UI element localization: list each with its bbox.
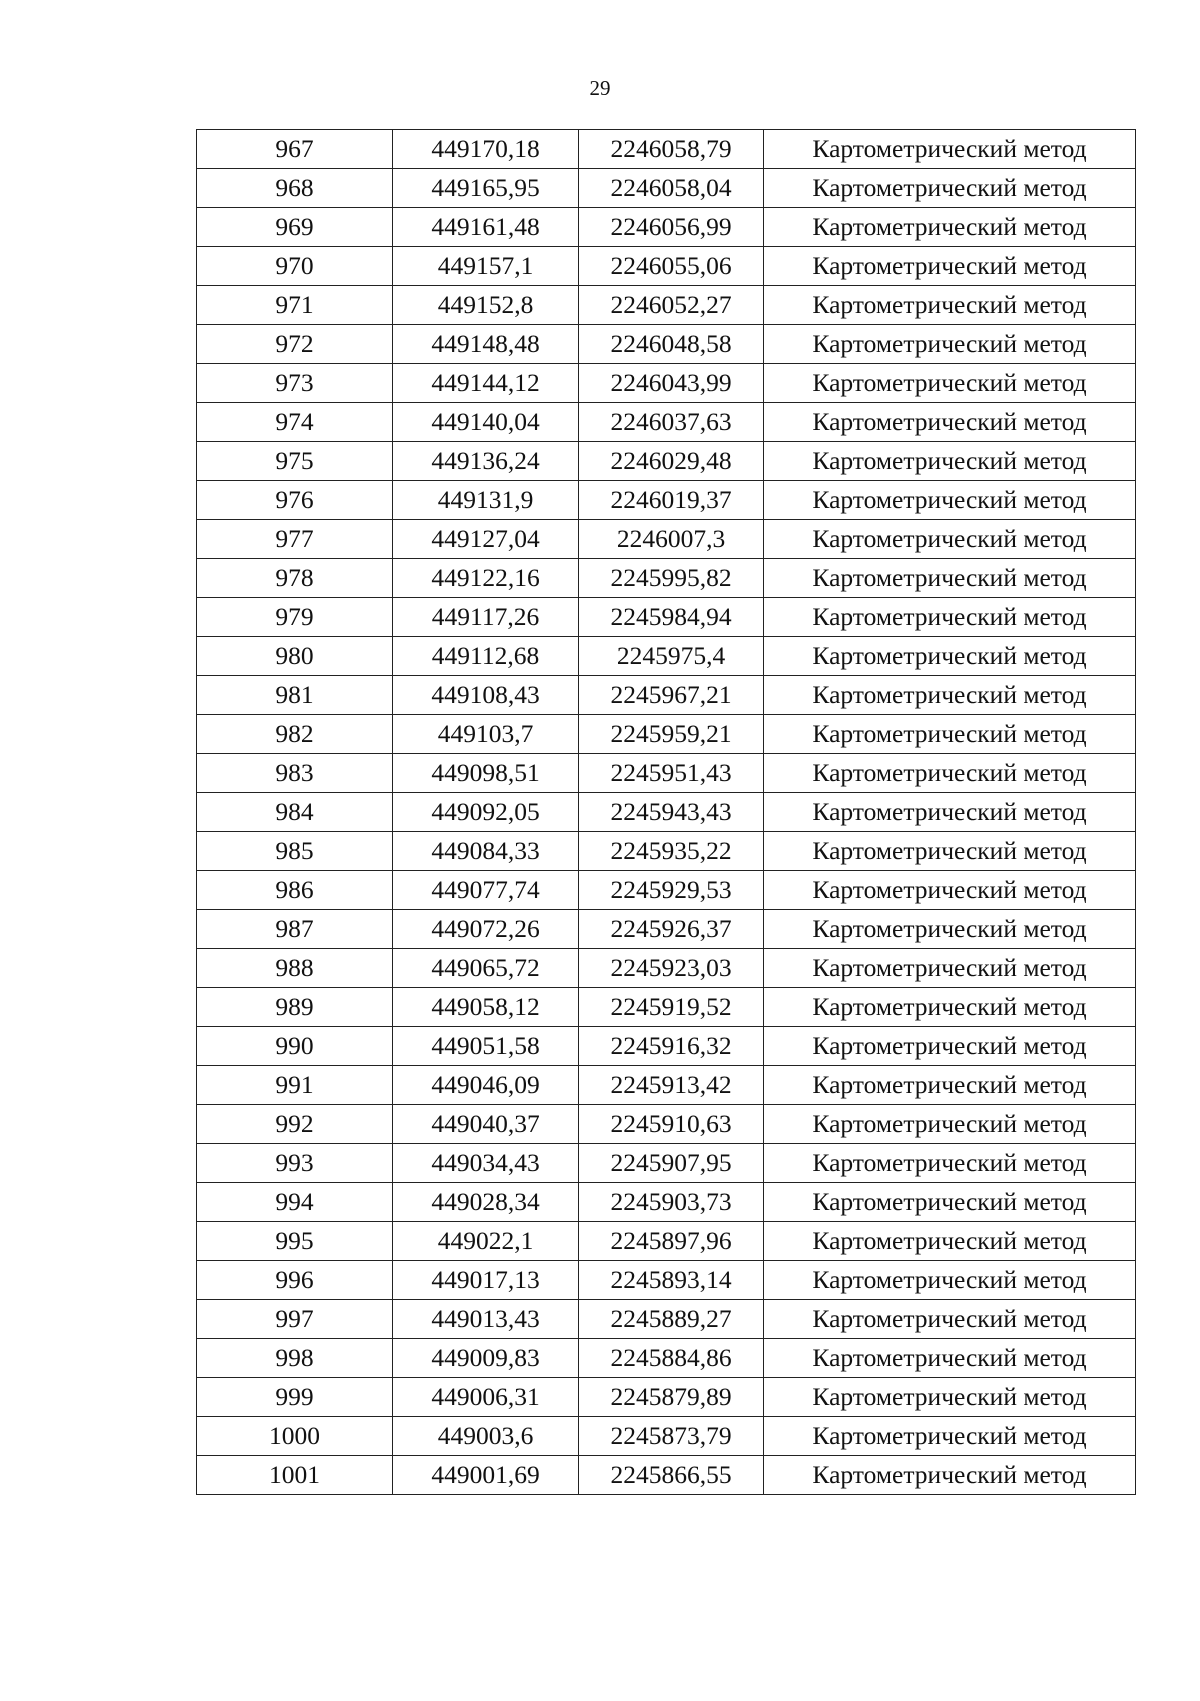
table-row [197, 988, 1136, 1027]
x-coordinate-cell: 449157,1 [393, 247, 579, 286]
y-coordinate-cell: 2245910,63 [579, 1105, 764, 1144]
table-row [197, 598, 1136, 637]
x-coordinate-cell: 449136,24 [393, 442, 579, 481]
method-cell: Картометрический метод [764, 325, 1136, 364]
x-coordinate-cell: 449165,95 [393, 169, 579, 208]
point-number-cell: 994 [197, 1183, 393, 1222]
y-coordinate-cell: 2246058,04 [579, 169, 764, 208]
method-cell: Картометрический метод [764, 169, 1136, 208]
table-row [197, 169, 1136, 208]
y-coordinate-cell: 2245889,27 [579, 1300, 764, 1339]
point-number-cell: 989 [197, 988, 393, 1027]
method-cell: Картометрический метод [764, 910, 1136, 949]
point-number-cell: 996 [197, 1261, 393, 1300]
point-number-cell: 995 [197, 1222, 393, 1261]
x-coordinate-cell: 449006,31 [393, 1378, 579, 1417]
method-cell: Картометрический метод [764, 1027, 1136, 1066]
method-cell: Картометрический метод [764, 1261, 1136, 1300]
y-coordinate-cell: 2246037,63 [579, 403, 764, 442]
y-coordinate-cell: 2245893,14 [579, 1261, 764, 1300]
point-number-cell: 968 [197, 169, 393, 208]
point-number-cell: 975 [197, 442, 393, 481]
y-coordinate-cell: 2245926,37 [579, 910, 764, 949]
point-number-cell: 997 [197, 1300, 393, 1339]
x-coordinate-cell: 449098,51 [393, 754, 579, 793]
method-cell: Картометрический метод [764, 247, 1136, 286]
x-coordinate-cell: 449127,04 [393, 520, 579, 559]
y-coordinate-cell: 2245959,21 [579, 715, 764, 754]
point-number-cell: 1000 [197, 1417, 393, 1456]
table-row [197, 559, 1136, 598]
table-row [197, 286, 1136, 325]
y-coordinate-cell: 2245916,32 [579, 1027, 764, 1066]
table-row [197, 1456, 1136, 1495]
method-cell: Картометрический метод [764, 1144, 1136, 1183]
y-coordinate-cell: 2245923,03 [579, 949, 764, 988]
method-cell: Картометрический метод [764, 988, 1136, 1027]
table-row [197, 364, 1136, 403]
x-coordinate-cell: 449152,8 [393, 286, 579, 325]
point-number-cell: 980 [197, 637, 393, 676]
method-cell: Картометрический метод [764, 832, 1136, 871]
point-number-cell: 992 [197, 1105, 393, 1144]
y-coordinate-cell: 2245913,42 [579, 1066, 764, 1105]
point-number-cell: 979 [197, 598, 393, 637]
point-number-cell: 971 [197, 286, 393, 325]
x-coordinate-cell: 449003,6 [393, 1417, 579, 1456]
y-coordinate-cell: 2245919,52 [579, 988, 764, 1027]
y-coordinate-cell: 2246058,79 [579, 130, 764, 169]
method-cell: Картометрический метод [764, 793, 1136, 832]
x-coordinate-cell: 449103,7 [393, 715, 579, 754]
x-coordinate-cell: 449040,37 [393, 1105, 579, 1144]
method-cell: Картометрический метод [764, 715, 1136, 754]
coordinates-table [196, 129, 1136, 1495]
point-number-cell: 969 [197, 208, 393, 247]
table-row [197, 1261, 1136, 1300]
method-cell: Картометрический метод [764, 1222, 1136, 1261]
y-coordinate-cell: 2245967,21 [579, 676, 764, 715]
y-coordinate-cell: 2246056,99 [579, 208, 764, 247]
method-cell: Картометрический метод [764, 442, 1136, 481]
point-number-cell: 998 [197, 1339, 393, 1378]
x-coordinate-cell: 449161,48 [393, 208, 579, 247]
table-row [197, 1105, 1136, 1144]
y-coordinate-cell: 2245929,53 [579, 871, 764, 910]
table-row [197, 1144, 1136, 1183]
point-number-cell: 1001 [197, 1456, 393, 1495]
y-coordinate-cell: 2245907,95 [579, 1144, 764, 1183]
y-coordinate-cell: 2245943,43 [579, 793, 764, 832]
y-coordinate-cell: 2245884,86 [579, 1339, 764, 1378]
method-cell: Картометрический метод [764, 286, 1136, 325]
point-number-cell: 987 [197, 910, 393, 949]
y-coordinate-cell: 2245879,89 [579, 1378, 764, 1417]
x-coordinate-cell: 449013,43 [393, 1300, 579, 1339]
x-coordinate-cell: 449028,34 [393, 1183, 579, 1222]
table-row [197, 676, 1136, 715]
method-cell: Картометрический метод [764, 208, 1136, 247]
point-number-cell: 999 [197, 1378, 393, 1417]
method-cell: Картометрический метод [764, 871, 1136, 910]
x-coordinate-cell: 449117,26 [393, 598, 579, 637]
y-coordinate-cell: 2245873,79 [579, 1417, 764, 1456]
table-row [197, 637, 1136, 676]
method-cell: Картометрический метод [764, 1183, 1136, 1222]
x-coordinate-cell: 449065,72 [393, 949, 579, 988]
table-row [197, 1378, 1136, 1417]
coordinates-table-body [197, 130, 1136, 1495]
point-number-cell: 983 [197, 754, 393, 793]
point-number-cell: 991 [197, 1066, 393, 1105]
method-cell: Картометрический метод [764, 1339, 1136, 1378]
x-coordinate-cell: 449077,74 [393, 871, 579, 910]
x-coordinate-cell: 449058,12 [393, 988, 579, 1027]
point-number-cell: 973 [197, 364, 393, 403]
point-number-cell: 985 [197, 832, 393, 871]
table-row [197, 1183, 1136, 1222]
method-cell: Картометрический метод [764, 403, 1136, 442]
table-row [197, 403, 1136, 442]
y-coordinate-cell: 2245975,4 [579, 637, 764, 676]
x-coordinate-cell: 449170,18 [393, 130, 579, 169]
x-coordinate-cell: 449017,13 [393, 1261, 579, 1300]
table-row [197, 1300, 1136, 1339]
point-number-cell: 978 [197, 559, 393, 598]
table-row [197, 1339, 1136, 1378]
y-coordinate-cell: 2246043,99 [579, 364, 764, 403]
method-cell: Картометрический метод [764, 1456, 1136, 1495]
x-coordinate-cell: 449112,68 [393, 637, 579, 676]
point-number-cell: 972 [197, 325, 393, 364]
x-coordinate-cell: 449144,12 [393, 364, 579, 403]
method-cell: Картометрический метод [764, 364, 1136, 403]
point-number-cell: 984 [197, 793, 393, 832]
y-coordinate-cell: 2245984,94 [579, 598, 764, 637]
method-cell: Картометрический метод [764, 754, 1136, 793]
y-coordinate-cell: 2246055,06 [579, 247, 764, 286]
x-coordinate-cell: 449001,69 [393, 1456, 579, 1495]
table-row [197, 1066, 1136, 1105]
method-cell: Картометрический метод [764, 1066, 1136, 1105]
method-cell: Картометрический метод [764, 598, 1136, 637]
table-row [197, 247, 1136, 286]
table-row [197, 208, 1136, 247]
method-cell: Картометрический метод [764, 481, 1136, 520]
x-coordinate-cell: 449084,33 [393, 832, 579, 871]
y-coordinate-cell: 2245903,73 [579, 1183, 764, 1222]
point-number-cell: 977 [197, 520, 393, 559]
table-row [197, 754, 1136, 793]
table-row [197, 325, 1136, 364]
y-coordinate-cell: 2245995,82 [579, 559, 764, 598]
point-number-cell: 986 [197, 871, 393, 910]
point-number-cell: 981 [197, 676, 393, 715]
point-number-cell: 990 [197, 1027, 393, 1066]
table-row [197, 442, 1136, 481]
method-cell: Картометрический метод [764, 676, 1136, 715]
method-cell: Картометрический метод [764, 637, 1136, 676]
method-cell: Картометрический метод [764, 1105, 1136, 1144]
table-row [197, 1222, 1136, 1261]
point-number-cell: 982 [197, 715, 393, 754]
y-coordinate-cell: 2246052,27 [579, 286, 764, 325]
table-row [197, 910, 1136, 949]
table-row [197, 715, 1136, 754]
x-coordinate-cell: 449108,43 [393, 676, 579, 715]
table-row [197, 130, 1136, 169]
method-cell: Картометрический метод [764, 1378, 1136, 1417]
y-coordinate-cell: 2246007,3 [579, 520, 764, 559]
y-coordinate-cell: 2245866,55 [579, 1456, 764, 1495]
method-cell: Картометрический метод [764, 949, 1136, 988]
x-coordinate-cell: 449051,58 [393, 1027, 579, 1066]
x-coordinate-cell: 449022,1 [393, 1222, 579, 1261]
point-number-cell: 976 [197, 481, 393, 520]
table-row [197, 1417, 1136, 1456]
y-coordinate-cell: 2246019,37 [579, 481, 764, 520]
method-cell: Картометрический метод [764, 1300, 1136, 1339]
x-coordinate-cell: 449122,16 [393, 559, 579, 598]
table-row [197, 793, 1136, 832]
table-row [197, 871, 1136, 910]
x-coordinate-cell: 449072,26 [393, 910, 579, 949]
table-row [197, 832, 1136, 871]
x-coordinate-cell: 449140,04 [393, 403, 579, 442]
y-coordinate-cell: 2245951,43 [579, 754, 764, 793]
point-number-cell: 974 [197, 403, 393, 442]
method-cell: Картометрический метод [764, 520, 1136, 559]
x-coordinate-cell: 449034,43 [393, 1144, 579, 1183]
method-cell: Картометрический метод [764, 130, 1136, 169]
table-row [197, 949, 1136, 988]
y-coordinate-cell: 2246029,48 [579, 442, 764, 481]
table-row [197, 1027, 1136, 1066]
point-number-cell: 967 [197, 130, 393, 169]
point-number-cell: 988 [197, 949, 393, 988]
method-cell: Картометрический метод [764, 559, 1136, 598]
page-number: 29 [589, 76, 611, 100]
point-number-cell: 970 [197, 247, 393, 286]
x-coordinate-cell: 449009,83 [393, 1339, 579, 1378]
x-coordinate-cell: 449092,05 [393, 793, 579, 832]
method-cell: Картометрический метод [764, 1417, 1136, 1456]
table-row [197, 481, 1136, 520]
y-coordinate-cell: 2245935,22 [579, 832, 764, 871]
x-coordinate-cell: 449046,09 [393, 1066, 579, 1105]
x-coordinate-cell: 449148,48 [393, 325, 579, 364]
point-number-cell: 993 [197, 1144, 393, 1183]
table-row [197, 520, 1136, 559]
y-coordinate-cell: 2246048,58 [579, 325, 764, 364]
x-coordinate-cell: 449131,9 [393, 481, 579, 520]
y-coordinate-cell: 2245897,96 [579, 1222, 764, 1261]
